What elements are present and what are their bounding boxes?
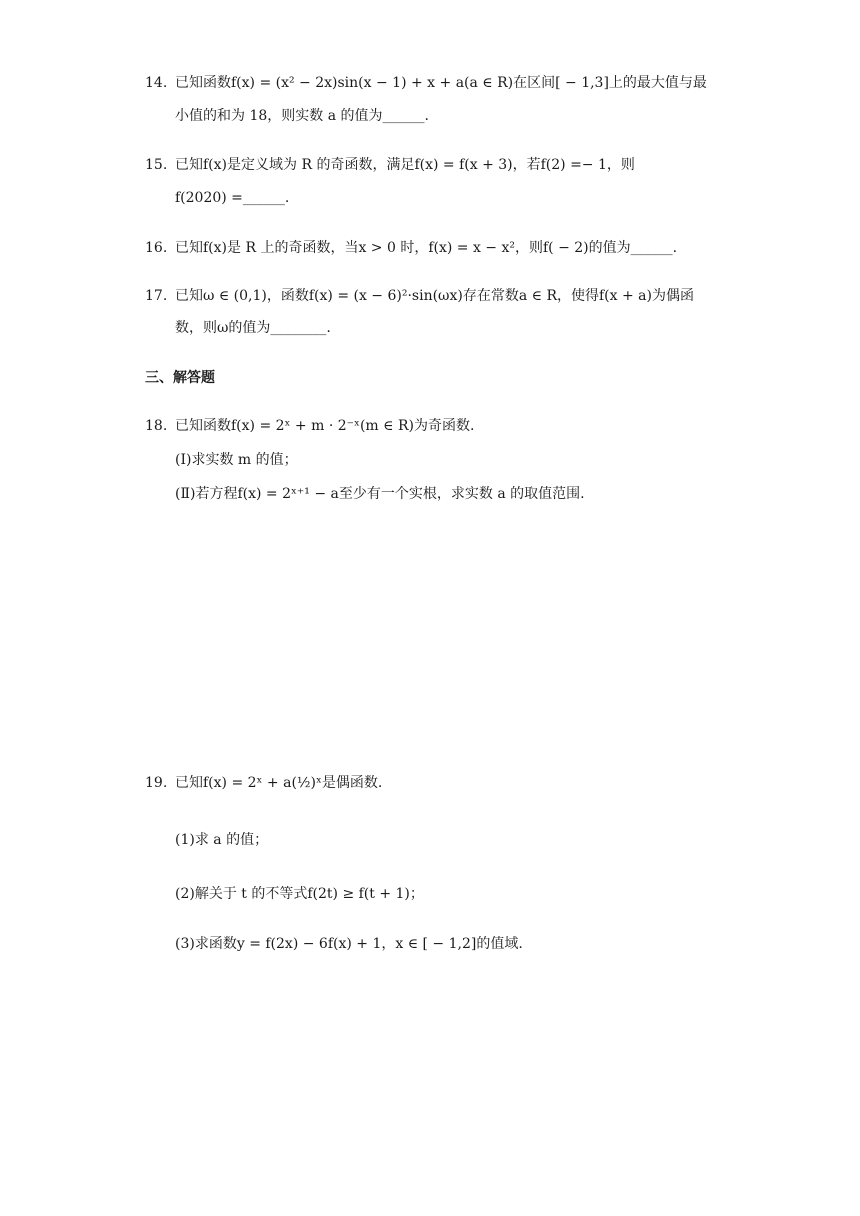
problem-14-number: 14. bbox=[145, 75, 168, 91]
problem-15-line-1: 已知f(x)是定义域为 R 的奇函数，满足f(x) = f(x + 3)，若f(2) =− 1，则 bbox=[175, 157, 635, 173]
problem-19-part-3: (3)求函数y = f(2x) − 6f(x) + 1，x ∈ [ − 1,2]的值域. bbox=[175, 936, 523, 952]
problem-16-line-1: 已知f(x)是 R 上的奇函数，当x > 0 时，f(x) = x − x²，则f( − 2)的值为______. bbox=[175, 240, 678, 256]
problem-16-number: 16. bbox=[145, 240, 168, 256]
problem-18-stem: 已知函数f(x) = 2ˣ + m · 2⁻ˣ(m ∈ R)为奇函数. bbox=[175, 418, 475, 434]
problem-19-part-2: (2)解关于 t 的不等式f(2t) ≥ f(t + 1)； bbox=[175, 886, 424, 902]
problem-19-part-1: (1)求 a 的值； bbox=[175, 832, 269, 848]
problem-18-part-1: (Ⅰ)求实数 m 的值； bbox=[175, 452, 298, 468]
problem-14-line-2: 小值的和为 18，则实数 a 的值为______. bbox=[175, 108, 429, 124]
problem-17-number: 17. bbox=[145, 288, 168, 304]
problem-19-stem: 已知f(x) = 2ˣ + a(½)ˣ是偶函数. bbox=[175, 775, 383, 791]
problem-18-part-2: (Ⅱ)若方程f(x) = 2ˣ⁺¹ − a至少有一个实根，求实数 a 的取值范围. bbox=[175, 486, 585, 502]
problem-19-number: 19. bbox=[145, 775, 168, 791]
problem-17-line-1: 已知ω ∈ (0,1)，函数f(x) = (x − 6)²·sin(ωx)存在常数a ∈ R，使得f(x + a)为偶函 bbox=[175, 288, 694, 304]
problem-14-line-1: 已知函数f(x) = (x² − 2x)sin(x − 1) + x + a(a ∈ R)在区间[ − 1,3]上的最大值与最 bbox=[175, 75, 707, 91]
problem-18-number: 18. bbox=[145, 418, 168, 434]
problem-17-line-2: 数，则ω的值为________. bbox=[175, 320, 331, 336]
section-heading: 三、解答题 bbox=[145, 370, 215, 386]
problem-15-number: 15. bbox=[145, 157, 168, 173]
problem-15-line-2: f(2020) =______. bbox=[175, 190, 290, 206]
